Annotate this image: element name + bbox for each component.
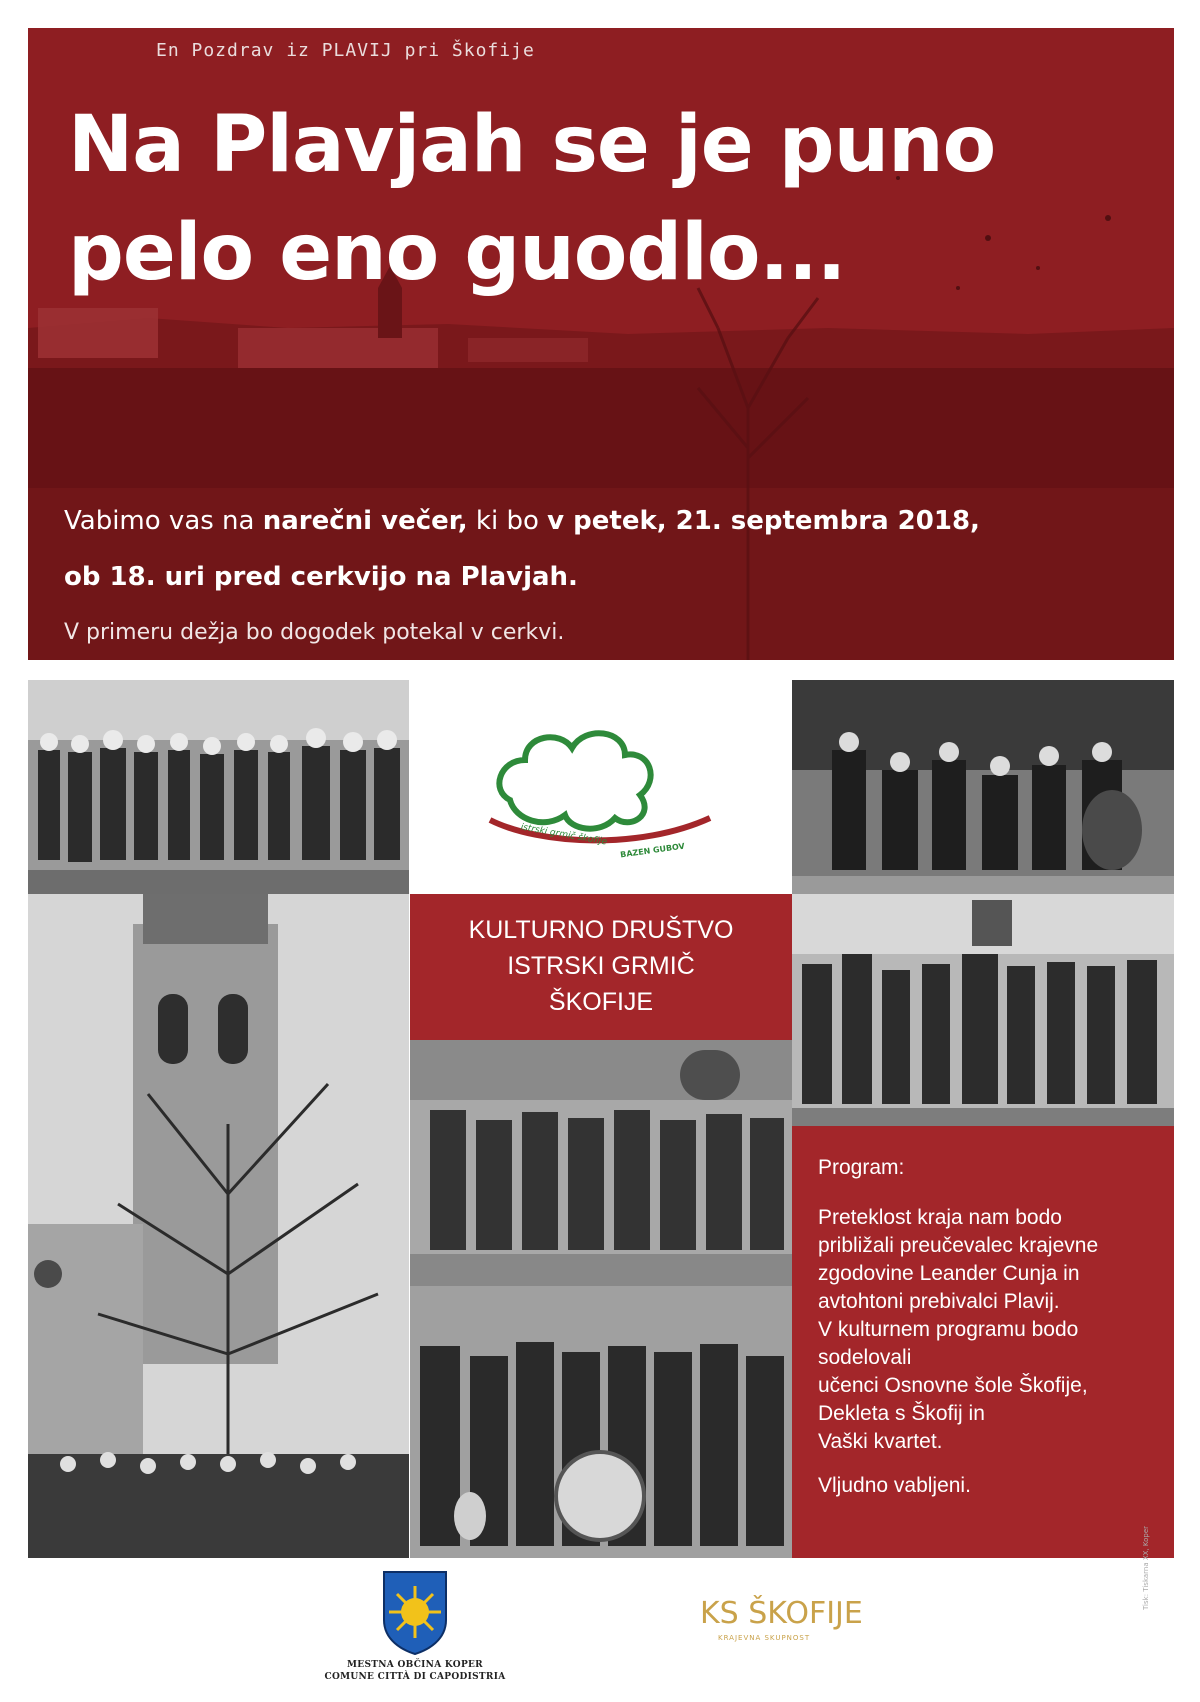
- municipality-name: MESTNA OBČINA KOPER: [347, 1660, 483, 1670]
- program-line: V kulturnem programu bodo: [818, 1318, 1079, 1341]
- invite-date: v petek, 21. septembra 2018,: [547, 506, 980, 536]
- program-line: sodelovali: [818, 1346, 912, 1369]
- invitation-time-place: ob 18. uri pred cerkvijo na Plavjah.: [64, 562, 578, 592]
- invite-text-2: ki bo: [467, 506, 548, 536]
- program-closing: Vljudno vabljeni.: [818, 1474, 971, 1497]
- program-description: [818, 1204, 1163, 1456]
- program-line: približali preučevalec krajevne: [818, 1234, 1099, 1257]
- invite-text-1: Vabimo vas na: [64, 506, 263, 536]
- program-line: zgodovine Leander Cunja in: [818, 1262, 1080, 1285]
- ks-skofije-logo: KS ŠKOFIJE: [700, 1596, 863, 1631]
- municipality-name-italian: COMUNE CITTÀ DI CAPODISTRIA: [324, 1672, 506, 1682]
- photo-church-bell-tower: [28, 894, 409, 1558]
- rain-note: V primeru dežja bo dogodek potekal v cerkvi.: [64, 620, 565, 645]
- society-name: [410, 894, 792, 1020]
- header-banner: [28, 28, 1174, 660]
- society-line-2: ISTRSKI GRMIČ: [507, 952, 695, 980]
- postcard-caption: En Pozdrav iz PLAVIJ pri Škofije: [156, 40, 535, 61]
- society-line-1: KULTURNO DRUŠTVO: [468, 916, 734, 944]
- photo-choir-performance: [792, 894, 1174, 1126]
- society-logo-panel: [410, 680, 792, 894]
- photo-villagers-group: [410, 1040, 792, 1286]
- photo-brass-band: [410, 1286, 792, 1558]
- logo-text: istrski grmič škofije: [519, 822, 608, 848]
- print-credit: Tisk: Tiskarna XX, Koper: [1142, 1525, 1150, 1610]
- program-panel: [792, 1126, 1174, 1558]
- program-line: Vaški kvartet.: [818, 1430, 943, 1453]
- program-line: učenci Osnovne šole Škofije,: [818, 1374, 1088, 1397]
- program-line: avtohtoni prebivalci Plavij.: [818, 1290, 1060, 1313]
- logo-text-2: BAZEN GUBOV: [619, 841, 686, 860]
- program-title: Program:: [818, 1156, 905, 1179]
- photo-mandolin-players: [792, 680, 1174, 894]
- society-name-panel: [410, 894, 792, 1040]
- headline-line-2: pelo eno guodlo...: [68, 208, 846, 298]
- photo-children-musicians: [28, 680, 409, 894]
- ks-skofije-subtitle: KRAJEVNA SKUPNOST: [718, 1634, 811, 1642]
- headline-line-1: Na Plavjah se je puno: [68, 100, 996, 190]
- invite-event-name: narečni večer,: [262, 506, 468, 536]
- program-line: Dekleta s Škofij in: [818, 1402, 985, 1425]
- program-line: Preteklost kraja nam bodo: [818, 1206, 1062, 1229]
- koper-crest-icon: [380, 1568, 450, 1656]
- society-line-3: ŠKOFIJE: [548, 988, 654, 1016]
- invitation-line-1: [64, 506, 980, 536]
